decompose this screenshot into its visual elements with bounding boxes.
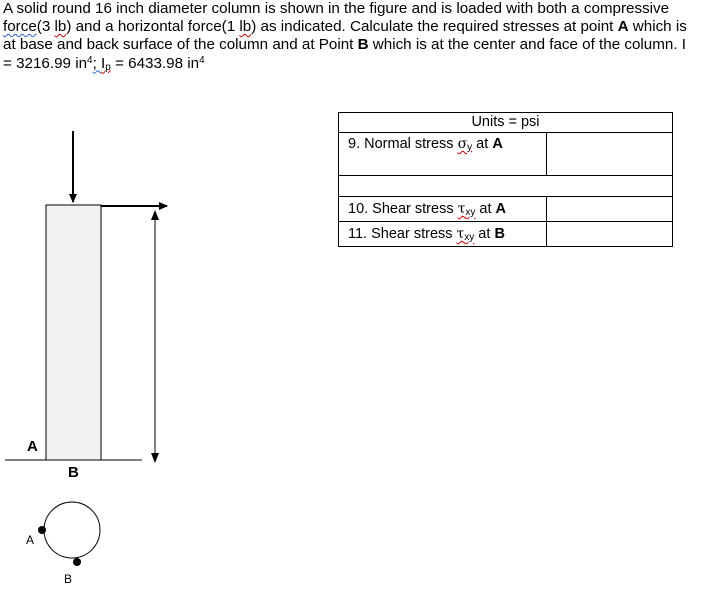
row-label: 10. Shear stress	[348, 201, 458, 217]
exponent: 4	[199, 54, 205, 66]
problem-text: ) as indicated. Calculate the required stresses at point	[251, 18, 618, 36]
point-b-ref: B	[357, 36, 369, 54]
column-body	[46, 205, 101, 460]
problem-text: A solid round 16 inch diameter column is shown in the figure and is loaded with both a compressive	[3, 0, 670, 17]
polar-moment-symbol: I	[101, 54, 106, 72]
tau-symbol: τ	[457, 201, 466, 217]
figure-label-b: B	[68, 464, 79, 481]
row-label: 9. Normal stress	[348, 136, 458, 152]
table-header: Units = psi	[339, 113, 673, 133]
point-label: A	[495, 201, 506, 217]
point-label: B	[494, 226, 505, 242]
exponent: 4	[87, 54, 93, 66]
subscript: xy	[464, 232, 475, 243]
dimension-arrow-top	[151, 210, 159, 220]
circle-label-a: A	[26, 533, 35, 547]
row-label: at	[474, 226, 495, 242]
point-b-dot	[73, 558, 81, 566]
problem-text: ) and a horizontal force(1	[66, 18, 240, 36]
point-a-ref: A	[617, 18, 629, 36]
problem-text: force	[3, 18, 37, 36]
tau-symbol: τ	[456, 226, 465, 242]
row-label: at	[472, 136, 493, 152]
problem-text: which is at base and back surface of the column and at Point	[3, 18, 687, 54]
circle-label-b: B	[64, 572, 73, 586]
cross-section-circle	[44, 502, 100, 558]
problem-text: lb	[54, 18, 67, 36]
subscript: y	[467, 142, 473, 153]
subscript: xy	[465, 207, 476, 218]
problem-text: ;	[92, 54, 102, 72]
problem-text: lb	[239, 18, 252, 36]
dimension-arrow-bottom	[151, 453, 159, 463]
row-label: 11. Shear stress	[348, 226, 457, 242]
point-label: A	[492, 136, 503, 152]
problem-text: = 6433.98 in	[110, 54, 200, 72]
figure-label-a: A	[27, 438, 38, 455]
subscript: p	[105, 61, 111, 73]
point-a-dot	[38, 526, 46, 534]
sigma-symbol: σ	[457, 136, 468, 152]
problem-text: which is at the center and face of the column. I = 3216.99 in	[3, 36, 687, 72]
problem-text: (3	[36, 18, 55, 36]
row-label: at	[475, 201, 496, 217]
